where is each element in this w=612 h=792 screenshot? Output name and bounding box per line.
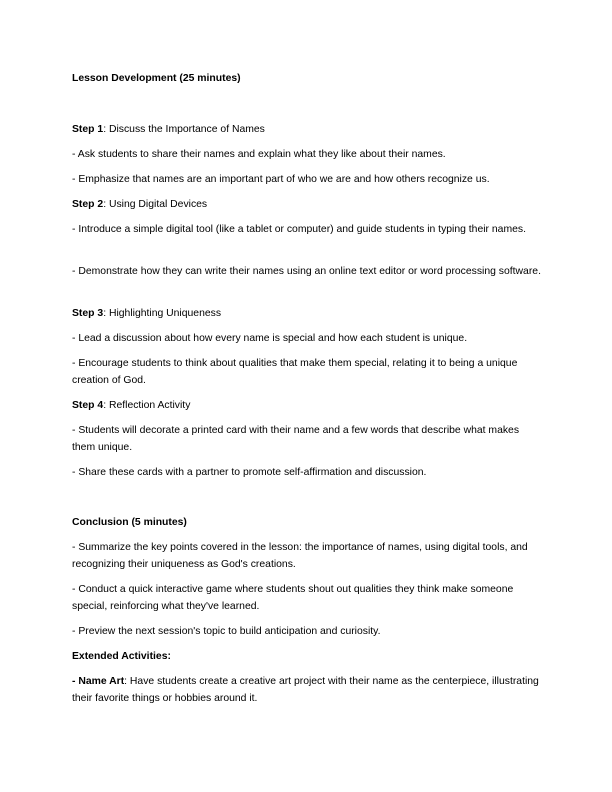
step-1-bullet-1: - Ask students to share their names and explain what they like about their names. [72,149,446,160]
step-2-title: : Using Digital Devices [103,199,208,210]
name-art-item [72,673,542,707]
conclusion-bullet-1: - Summarize the key points covered in the lesson: the importance of names, using digital tools, and recognizing their uniqueness as God's creations. [72,542,528,570]
step-4-title: : Reflection Activity [103,400,191,411]
step-3-label: Step 3 [72,308,104,319]
step-4-label: Step 4 [72,400,104,411]
step-2-line [72,196,542,213]
step-2-bullet-2: - Demonstrate how they can write their names using an online text editor or word processing software. [72,266,541,277]
step-3-bullet-1: - Lead a discussion about how every name is special and how each student is unique. [72,333,468,344]
extended-activities-heading: Extended Activities: [72,651,171,662]
step-4-bullet-1: - Students will decorate a printed card with their name and a few words that describe what makes them unique. [72,425,520,453]
step-1-bullet-2: - Emphasize that names are an important part of who we are and how others recognize us. [72,174,490,185]
conclusion-bullet-3: - Preview the next session's topic to build anticipation and curiosity. [72,626,381,637]
conclusion-heading: Conclusion (5 minutes) [72,517,187,528]
step-1-title: : Discuss the Importance of Names [103,124,265,135]
step-4-bullet-2: - Share these cards with a partner to promote self-affirmation and discussion. [72,467,427,478]
lesson-development-heading: Lesson Development (25 minutes) [72,73,241,84]
name-art-label: - Name Art [72,676,125,687]
step-3-title: : Highlighting Uniqueness [103,308,222,319]
step-3-line [72,305,542,322]
step-4-line [72,397,542,414]
step-1-line [72,121,542,138]
step-2-bullet-1: - Introduce a simple digital tool (like a tablet or computer) and guide students in typing their names. [72,224,526,235]
conclusion-bullet-2: - Conduct a quick interactive game where students shout out qualities they think make someone special, reinforcing what they've learned. [72,584,514,612]
name-art-text: : Have students create a creative art project with their name as the centerpiece, illustrating their favorite things or hobbies around it. [72,676,539,704]
step-3-bullet-2: - Encourage students to think about qualities that make them special, relating it to being a unique creation of God. [72,358,518,386]
step-2-label: Step 2 [72,199,104,210]
step-1-label: Step 1 [72,124,104,135]
